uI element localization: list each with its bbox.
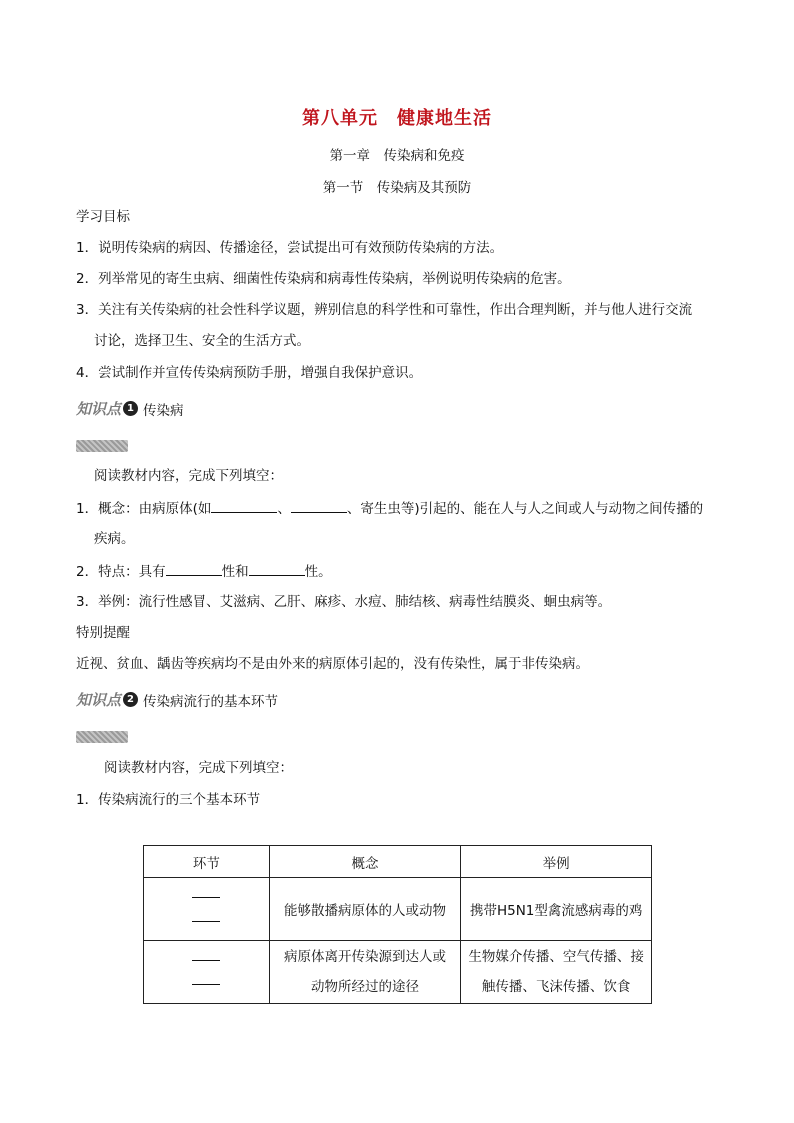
answer-blank[interactable] [192,920,220,922]
objective-3-cont: 讨论，选择卫生、安全的生活方式。 [94,333,310,349]
knowledge-point-2 [76,689,278,710]
concept-middle: 、寄生虫等)引起的、能在人与人之间或人与动物之间传播的 [346,501,704,517]
chapter-title: 第一章 传染病和免疫 [329,148,465,164]
cell-line: 生物媒介传播、空气传播、接 [468,949,644,965]
kp1-concept-cont: 疾病。 [94,531,135,547]
table-header-row [144,846,652,878]
answer-blank[interactable] [249,561,305,576]
cell-line: 动物所经过的途径 [311,979,420,995]
table-cell [269,941,461,1004]
table-row [144,878,652,941]
table-cell [461,941,652,1004]
cell-line: 触传播、飞沫传播、饮食 [481,979,631,995]
answer-blank[interactable] [211,498,277,513]
tip-heading: 特别提醒 [76,625,130,641]
objective-1: 1．说明传染病的病因、传播途径，尝试提出可有效预防传染病的方法。 [76,240,504,256]
feature-middle: 性和 [221,564,249,580]
table-cell: 能够散播病原体的人或动物 [269,878,461,941]
table-header: 概念 [269,846,461,878]
answer-blank[interactable] [166,561,222,576]
kp1-concept [76,498,703,519]
kp2-intro: 阅读教材内容，完成下列填空： [104,760,293,776]
objective-2: 2．列举常见的寄生虫病、细菌性传染病和病毒性传染病，举例说明传染病的危害。 [76,271,571,287]
section-title: 第一节 传染病及其预防 [322,180,472,196]
feature-suffix: 性。 [304,564,332,580]
table-row [144,941,652,1004]
kp-label: 知识点 [76,691,122,709]
table-cell: 携带H5N1型禽流感病毒的鸡 [461,878,652,941]
kp1-intro: 阅读教材内容，完成下列填空： [94,468,283,484]
table-header: 举例 [461,846,652,878]
knowledge-point-1 [76,398,184,419]
concept-separator: 、 [277,501,291,517]
link-blank-cell [144,878,270,941]
kp2-item-1: 1．传染病流行的三个基本环节 [76,792,261,808]
cell-line: 病原体离开传染源到达人或 [284,949,447,965]
kp-number-icon: 2 [123,692,138,707]
objective-4: 4．尝试制作并宣传传染病预防手册，增强自我保护意识。 [76,365,423,381]
answer-blank[interactable] [192,896,220,898]
kp-label: 知识点 [76,400,122,418]
tip-text: 近视、贫血、龋齿等疾病均不是由外来的病原体引起的，没有传染性，属于非传染病。 [76,656,589,672]
answer-blank[interactable] [192,983,220,985]
epidemic-links-table [143,845,652,1004]
kp-title: 传染病 [143,402,184,419]
kp-number-icon: 1 [123,401,138,416]
table-header: 环节 [144,846,270,878]
feature-prefix: 2．特点：具有 [76,564,166,580]
objective-3: 3．关注有关传染病的社会性科学议题，辨别信息的科学性和可靠性，作出合理判断，并与他人进行交流 [76,302,693,318]
reading-badge-icon [76,731,128,743]
kp-title: 传染病流行的基本环节 [143,693,279,710]
kp1-examples: 3．举例：流行性感冒、艾滋病、乙肝、麻疹、水痘、肺结核、病毒性结膜炎、蛔虫病等。 [76,594,612,610]
unit-title: 第八单元 健康地生活 [302,108,492,129]
objectives-heading: 学习目标 [76,209,130,225]
answer-blank[interactable] [192,959,220,961]
reading-badge-icon [76,440,128,452]
concept-prefix: 1．概念：由病原体(如 [76,501,212,517]
kp1-feature [76,561,332,582]
link-blank-cell [144,941,270,1004]
answer-blank[interactable] [291,498,347,513]
